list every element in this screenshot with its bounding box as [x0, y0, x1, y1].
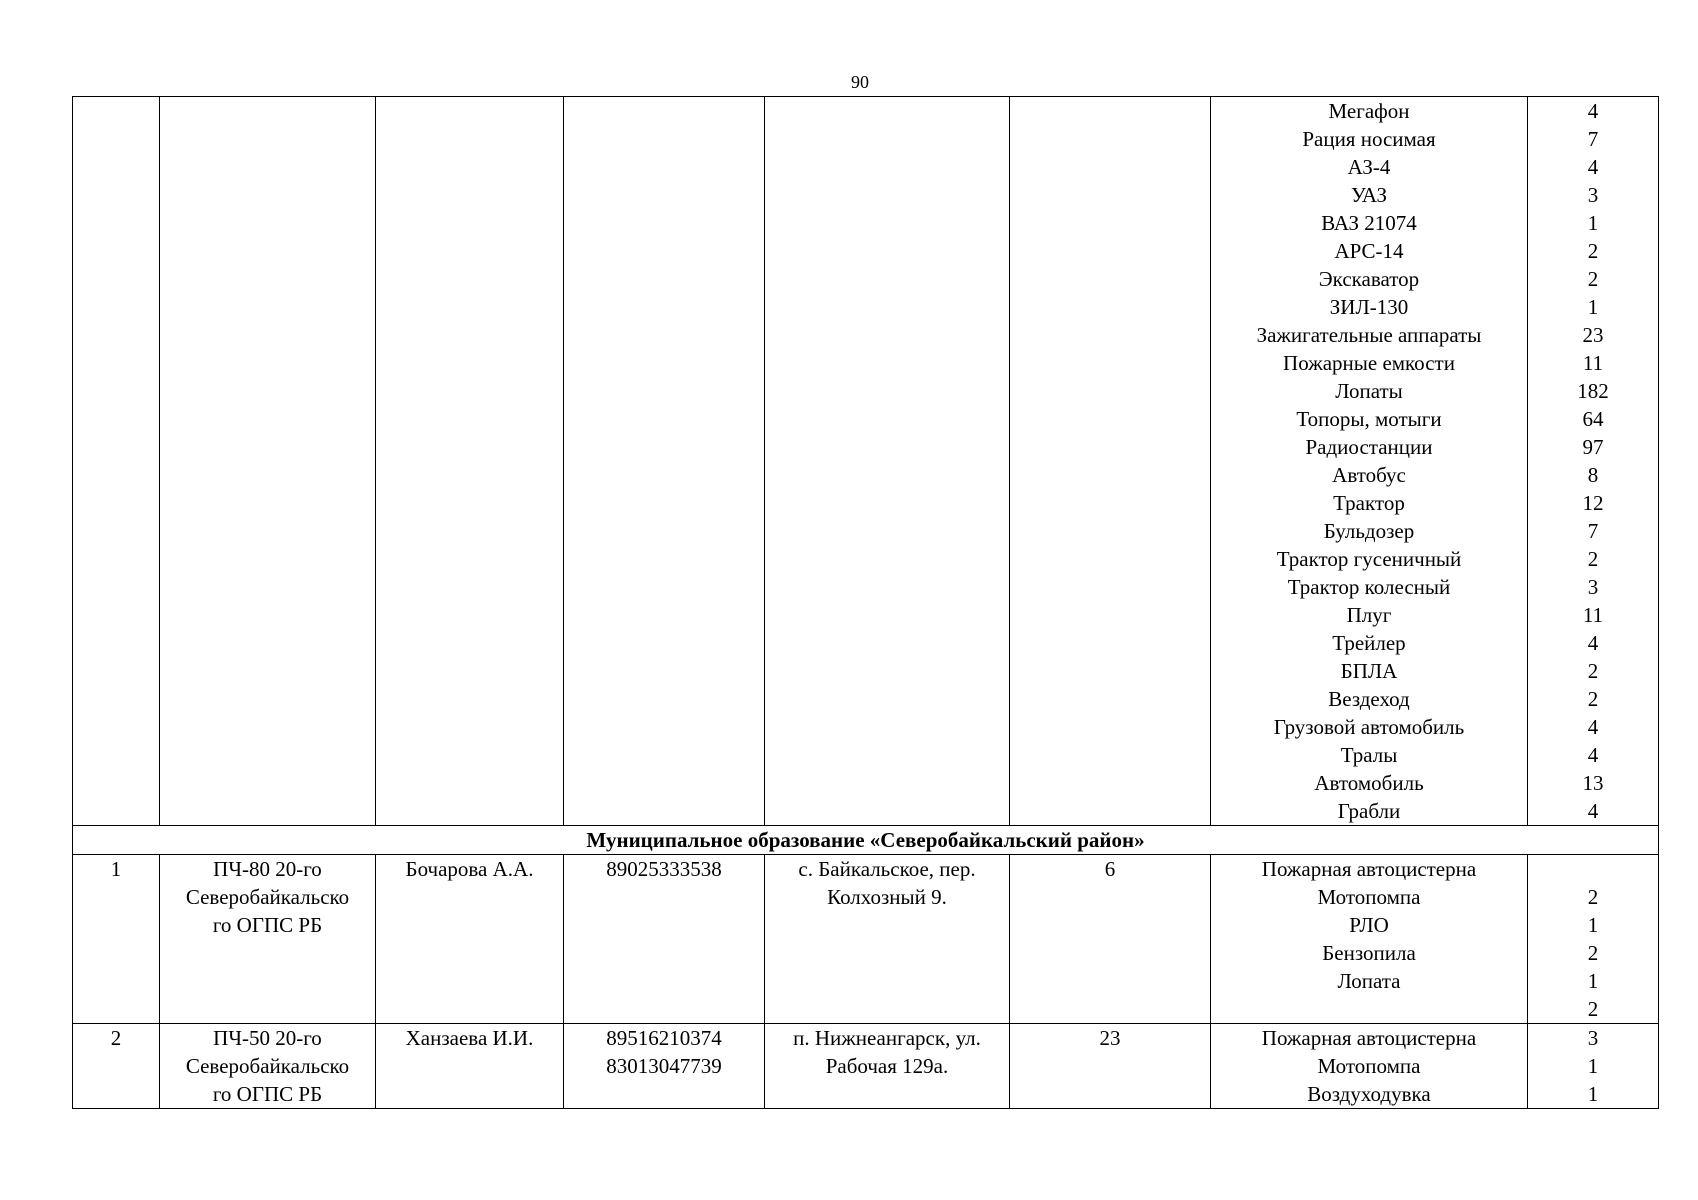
cell-line: ПЧ-80 20-го	[213, 857, 322, 881]
equipment-count: 4	[1587, 155, 1599, 179]
equipment-name: ВАЗ 21074	[1321, 211, 1417, 235]
cell-line: 1	[1587, 1082, 1599, 1106]
equipment-count: 13	[1582, 771, 1604, 795]
cell-line	[1528, 855, 1658, 883]
unit-name	[160, 855, 376, 1024]
equipment-name: УАЗ	[1350, 183, 1388, 207]
equipment-name: Трактор гусеничный	[1276, 547, 1462, 571]
equipment-count: 2	[1587, 659, 1599, 683]
cell-line: Лопата	[1337, 969, 1401, 993]
page-number: 90	[851, 72, 869, 92]
section-row	[73, 826, 1659, 855]
equipment-name: Трактор	[1333, 491, 1405, 515]
equipment-name: Вездеход	[1328, 687, 1410, 711]
equipment-count: 1	[1587, 211, 1599, 235]
cell-line: 83013047739	[606, 1054, 722, 1078]
unit-name	[160, 1024, 376, 1109]
equipment-count: 2	[1587, 687, 1599, 711]
cell-line: 1	[1587, 969, 1599, 993]
equipment-name: Плуг	[1346, 603, 1392, 627]
cell-line: Северобайкальско	[185, 1054, 350, 1078]
equipment-name: Тралы	[1340, 743, 1398, 767]
phone-numbers	[564, 1024, 765, 1109]
equipment-count: 64	[1582, 407, 1604, 431]
equipment-name: Автобус	[1332, 463, 1406, 487]
row-number: 1	[73, 855, 160, 1024]
cell-line: 2	[1587, 997, 1599, 1021]
equipment-count: 1	[1587, 295, 1599, 319]
cell-line: 2	[1587, 885, 1599, 909]
phone-numbers	[564, 855, 765, 1024]
equipment-count: 2	[1587, 547, 1599, 571]
cell-line: го ОГПС РБ	[212, 913, 323, 937]
cell-line: Северобайкальско	[185, 885, 350, 909]
equipment-count: 11	[1582, 603, 1604, 627]
equipment-count-cell	[1528, 1024, 1659, 1109]
equipment-name: Рация носимая	[1302, 127, 1436, 151]
cell-line: 1	[1587, 1054, 1599, 1078]
cell-line: РЛО	[1349, 913, 1389, 937]
equipment-name: Радиостанции	[1305, 435, 1433, 459]
equipment-list-cell	[1211, 97, 1528, 826]
section-title: Муниципальное образование «Северобайкальский район»	[73, 826, 1659, 855]
equipment-name: Грабли	[1337, 799, 1401, 823]
equipment-count: 97	[1582, 435, 1604, 459]
equipment-count: 182	[1577, 379, 1609, 403]
cell-line: ПЧ-50 20-го	[213, 1026, 322, 1050]
address	[765, 1024, 1010, 1109]
cell-line: 89516210374	[606, 1026, 722, 1050]
head-name: Ханзаева И.И.	[376, 1024, 564, 1109]
cell-line: 89025333538	[606, 857, 722, 881]
equipment-count: 3	[1587, 575, 1599, 599]
cell-line: го ОГПС РБ	[212, 1082, 323, 1106]
equipment-name: Мегафон	[1328, 99, 1410, 123]
equipment-name: Бульдозер	[1323, 519, 1415, 543]
equipment-count: 4	[1587, 799, 1599, 823]
equipment-name: Экскаватор	[1318, 267, 1420, 291]
equipment-count: 11	[1582, 351, 1604, 375]
cell-line: п. Нижнеангарск, ул.	[793, 1026, 981, 1050]
equipment-name: АЗ-4	[1347, 155, 1391, 179]
equipment-count: 7	[1587, 519, 1599, 543]
equipment-count-cell	[1528, 855, 1659, 1024]
equipment-name: ЗИЛ-130	[1329, 295, 1409, 319]
cell-line: с. Байкальское, пер.	[798, 857, 976, 881]
cell-line: Колхозный 9.	[827, 885, 947, 909]
equipment-list-cell	[1211, 1024, 1528, 1109]
cell-line: Рабочая 129а.	[825, 1054, 949, 1078]
row-number: 2	[73, 1024, 160, 1109]
equipment-name: Трейлер	[1332, 631, 1406, 655]
equipment-name: Автомобиль	[1314, 771, 1424, 795]
head-name: Бочарова А.А.	[376, 855, 564, 1024]
equipment-name: Грузовой автомобиль	[1273, 715, 1465, 739]
equipment-count: 12	[1582, 491, 1604, 515]
equipment-count: 4	[1587, 631, 1599, 655]
cell-line: Бензопила	[1322, 941, 1416, 965]
equipment-count: 2	[1587, 267, 1599, 291]
table-row	[73, 1024, 1659, 1109]
equipment-count: 2	[1587, 239, 1599, 263]
staff-count: 23	[1010, 1024, 1211, 1109]
cell-line: Пожарная автоцистерна	[1261, 857, 1477, 881]
cell-line: 3	[1587, 1026, 1599, 1050]
equipment-count: 4	[1587, 715, 1599, 739]
table-row	[73, 855, 1659, 1024]
equipment-count: 23	[1582, 323, 1604, 347]
equipment-name: Топоры, мотыги	[1296, 407, 1442, 431]
cell-line: 2	[1587, 941, 1599, 965]
equipment-name: БПЛА	[1340, 659, 1398, 683]
cell-line: Мотопомпа	[1317, 1054, 1421, 1078]
continued-row	[73, 97, 1659, 826]
cell-line: Мотопомпа	[1317, 885, 1421, 909]
equipment-list-cell	[1211, 855, 1528, 1024]
equipment-name: Трактор колесный	[1287, 575, 1451, 599]
cell-line: 1	[1587, 913, 1599, 937]
equipment-name: Лопаты	[1335, 379, 1403, 403]
equipment-count: 4	[1587, 99, 1599, 123]
equipment-name: Зажигательные аппараты	[1256, 323, 1482, 347]
equipment-count: 4	[1587, 743, 1599, 767]
equipment-table	[72, 96, 1659, 1109]
equipment-count-cell	[1528, 97, 1659, 826]
equipment-name: АРС-14	[1334, 239, 1404, 263]
equipment-count: 8	[1587, 463, 1599, 487]
address	[765, 855, 1010, 1024]
staff-count: 6	[1010, 855, 1211, 1024]
equipment-name: Пожарные емкости	[1283, 351, 1455, 375]
cell-line: Пожарная автоцистерна	[1261, 1026, 1477, 1050]
equipment-count: 7	[1587, 127, 1599, 151]
equipment-count: 3	[1587, 183, 1599, 207]
cell-line: Воздуходувка	[1307, 1082, 1431, 1106]
